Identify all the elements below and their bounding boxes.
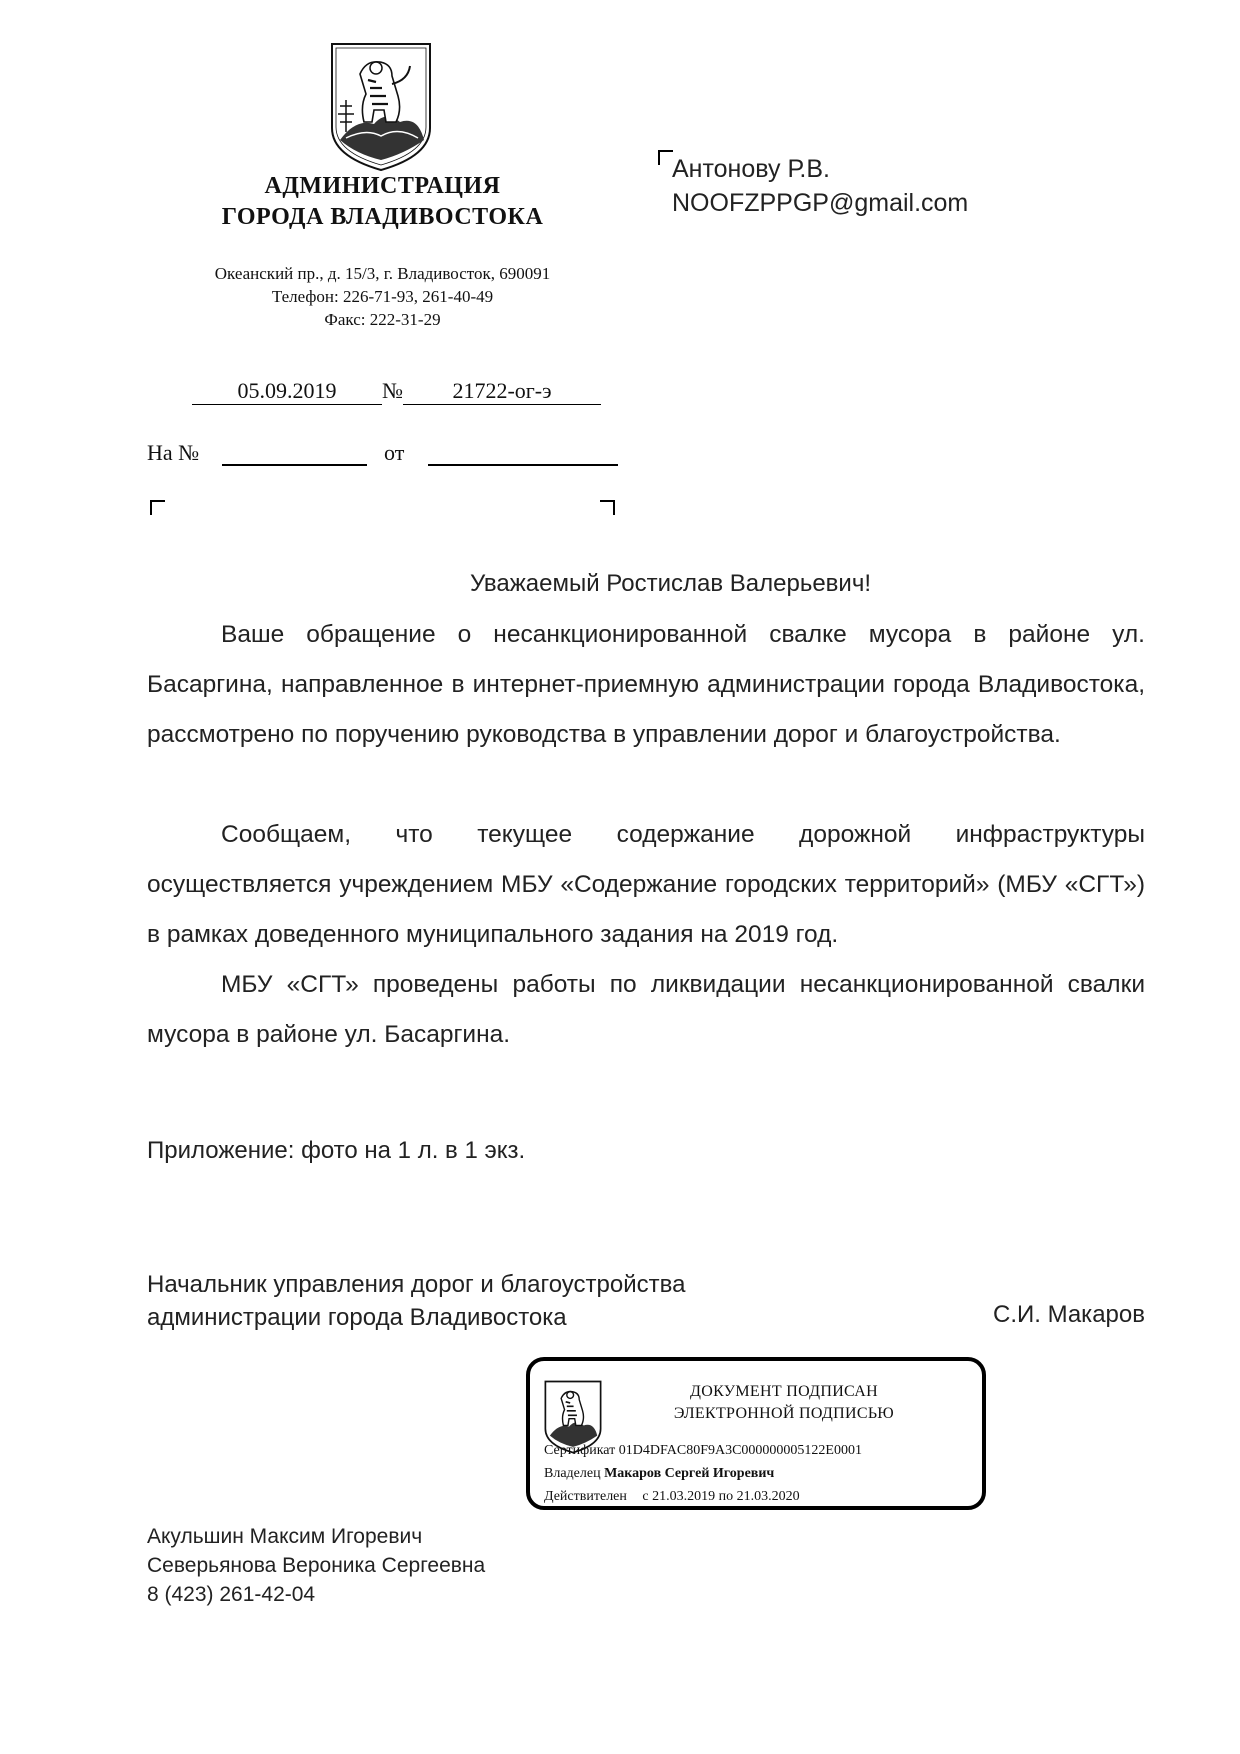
letter-paragraph-3: МБУ «СГТ» проведены работы по ликвидации несанкционированной свалки мусора в районе ул. Басаргина.	[147, 971, 1145, 1048]
registration-date: 05.09.2019	[192, 378, 382, 405]
stamp-certificate-value: 01D4DFAC80F9A3C000000005122E0001	[618, 1443, 862, 1458]
signatory-title-line1: Начальник управления дорог и благоустройства	[147, 1271, 686, 1298]
org-name-line1: АДМИНИСТРАЦИЯ	[264, 173, 501, 199]
stamp-heading-line2: ЭЛЕКТРОННОЙ ПОДПИСЬЮ	[673, 1405, 895, 1422]
letter-greeting: Уважаемый Ростислав Валерьевич!	[470, 570, 872, 597]
executor-line2: Северьянова Вероника Сергеевна	[147, 1554, 486, 1577]
letter-annex: Приложение: фото на 1 л. в 1 экз.	[147, 1137, 526, 1164]
signatory-name: С.И. Макаров	[992, 1301, 1145, 1328]
reference-date-blank	[428, 464, 618, 466]
org-phone: Телефон: 226-71-93, 261-40-49	[271, 287, 494, 306]
executor-line1: Акульшин Максим Игоревич	[147, 1525, 423, 1548]
registration-line	[192, 378, 601, 405]
electronic-signature-stamp	[526, 1357, 986, 1510]
recipient-corner-mark	[658, 150, 673, 165]
executor-phone: 8 (423) 261-42-04	[147, 1583, 316, 1606]
stamp-validity-value: с 21.03.2019 по 21.03.2020	[642, 1489, 800, 1504]
signatory-title	[147, 1268, 685, 1334]
recipient-block	[672, 152, 968, 220]
stamp-certificate-row	[544, 1443, 862, 1459]
vladivostok-coat-of-arms-icon	[326, 40, 436, 174]
stamp-validity-row	[544, 1489, 800, 1505]
executors-block	[147, 1522, 485, 1609]
recipient-email: NOOFZPPGP@gmail.com	[672, 189, 969, 217]
stamp-heading	[634, 1381, 934, 1425]
letter-paragraph-1: Ваше обращение о несанкционированной свалке мусора в районе ул. Басаргина, направленное в интернет-приемную администрации города Владивостока, рассмотрено по поручению руководства в управлении дорог и благоустройства.	[147, 621, 1145, 748]
org-address: Океанский пр., д. 15/3, г. Владивосток, 690091	[214, 264, 551, 283]
subject-corner-right	[600, 500, 615, 515]
stamp-validity-label: Действителен	[544, 1489, 627, 1504]
stamp-owner-label: Владелец	[544, 1466, 601, 1481]
subject-corner-left	[150, 500, 165, 515]
registration-number-label: №	[382, 378, 403, 403]
recipient-name: Антонову Р.В.	[672, 155, 830, 183]
stamp-certificate-label: Сертификат	[544, 1443, 616, 1458]
stamp-heading-line1: ДОКУМЕНТ ПОДПИСАН	[690, 1383, 878, 1400]
stamp-owner-value: Макаров Сергей Игоревич	[604, 1466, 775, 1481]
reference-number-label: На №	[147, 440, 200, 465]
reference-number-blank	[222, 464, 367, 466]
org-fax: Факс: 222-31-29	[324, 310, 441, 329]
signatory-title-line2: администрации города Владивостока	[147, 1304, 567, 1331]
letter-paragraph-2: Сообщаем, что текущее содержание дорожной инфраструктуры осуществляется учреждением МБУ «Содержание городских территорий» (МБУ «СГТ») в рамках доведенного муниципального задания на 2019 год.	[147, 821, 1145, 948]
stamp-owner-row	[544, 1466, 774, 1482]
registration-number: 21722-ог-э	[403, 378, 601, 405]
reference-from-label: от	[384, 440, 405, 465]
org-name-line2: ГОРОДА ВЛАДИВОСТОКА	[221, 204, 544, 230]
